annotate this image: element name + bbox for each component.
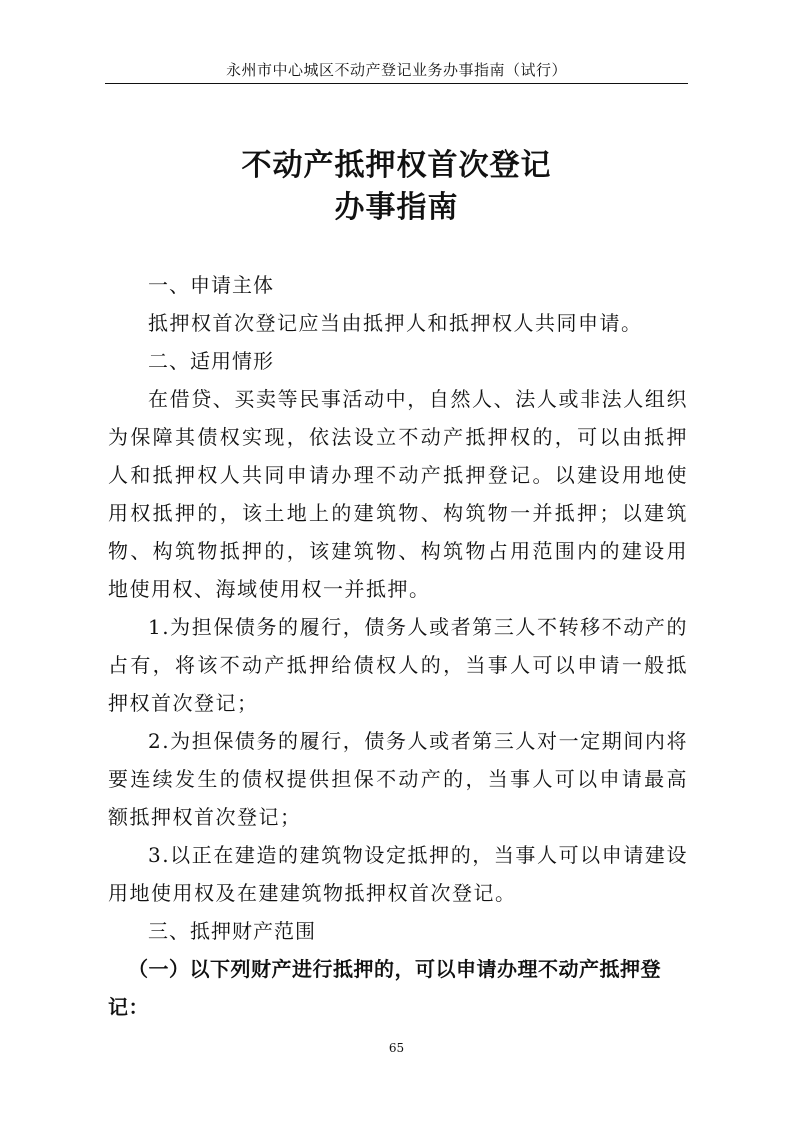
paragraph-item-3: 3.以正在建造的建筑物设定抵押的，当事人可以申请建设用地使用权及在建建筑物抵押权首次登记。 xyxy=(108,843,688,905)
document-body xyxy=(108,266,688,1026)
page-number: 65 xyxy=(388,1041,405,1055)
paragraph: 抵押权首次登记应当由抵押人和抵押权人共同申请。 xyxy=(148,311,643,335)
paragraph: 在借贷、买卖等民事活动中，自然人、法人或非法人组织为保障其债权实现，依法设立不动产抵押权的，可以由抵押人和抵押权人共同申请办理不动产抵押登记。以建设用地使用权抵押的，该土地上的建筑物、构筑物一并抵押；以建筑物、构筑物抵押的，该建筑物、构筑物占用范围内的建设用地使用权、海域使用权一并抵押。 xyxy=(108,387,688,601)
header-rule xyxy=(105,83,688,84)
section-heading-applicable-cases: 二、适用情形 xyxy=(148,349,274,373)
paragraph-item-1: 1.为担保债务的履行，债务人或者第三人不转移不动产的占有，将该不动产抵押给债权人的，当事人可以申请一般抵押权首次登记； xyxy=(108,615,688,715)
section-heading-applicant: 一、申请主体 xyxy=(148,273,274,297)
document-title-line-1: 不动产抵押权首次登记 xyxy=(241,148,552,183)
subsection-heading: （一）以下列财产进行抵押的，可以申请办理不动产抵押登记： xyxy=(108,957,661,1019)
section-heading-mortgage-property-scope: 三、抵押财产范围 xyxy=(148,919,316,943)
running-header: 永州市中心城区不动产登记业务办事指南（试行） xyxy=(225,61,567,79)
paragraph-item-2: 2.为担保债务的履行，债务人或者第三人对一定期间内将要连续发生的债权提供担保不动产的，当事人可以申请最高额抵押权首次登记； xyxy=(108,729,688,829)
document-title-line-2: 办事指南 xyxy=(334,190,459,225)
